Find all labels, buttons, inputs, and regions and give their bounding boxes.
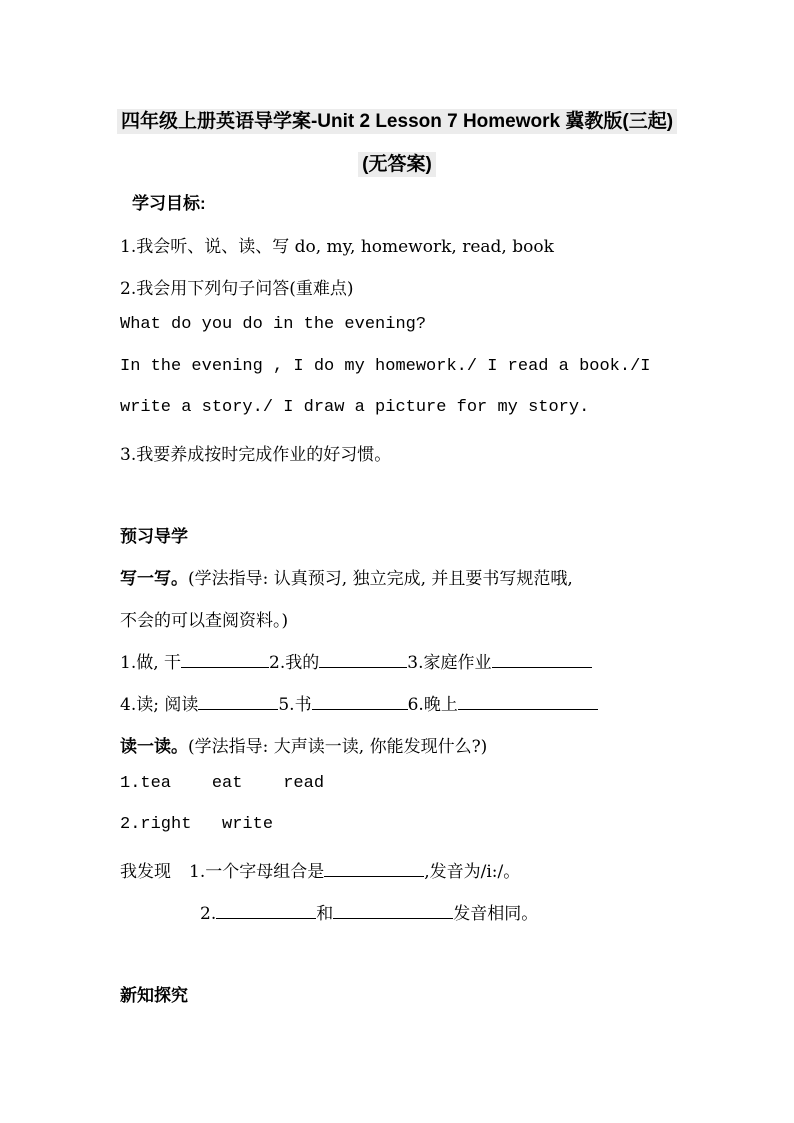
- find-blank-3[interactable]: [333, 902, 453, 919]
- word-item-6: 6.晚上: [407, 695, 458, 715]
- find-2-suffix: 发音相同。: [453, 904, 539, 924]
- objective-3: 3.我要养成按时完成作业的好习惯。: [120, 445, 392, 465]
- word-item-3: 3.家庭作业: [407, 653, 492, 673]
- write-row-1: [120, 648, 592, 673]
- objectives-heading: 学习目标:: [132, 194, 206, 213]
- answer-blank-6[interactable]: [458, 693, 598, 710]
- read-instruction: [120, 732, 487, 757]
- find-row-2: [200, 899, 538, 924]
- find-1-suffix: ,发音为/i:/。: [424, 862, 521, 882]
- answer-blank-1[interactable]: [181, 651, 269, 668]
- answer-blank-4[interactable]: [198, 693, 278, 710]
- objective-1: 1.我会听、说、读、写 do, my, homework, read, book: [120, 237, 554, 257]
- write-note-2: 不会的可以查阅资料。): [120, 611, 289, 631]
- word-item-2: 2.我的: [269, 653, 320, 673]
- find-row-1: [120, 857, 520, 882]
- word-item-5: 5.书: [278, 695, 312, 715]
- find-label: 我发现: [120, 862, 171, 882]
- answer-english-2: write a story./ I draw a picture for my story.: [120, 398, 590, 417]
- word-item-1: 1.做, 干: [120, 653, 182, 673]
- preview-heading: 预习导学: [120, 527, 188, 547]
- title-line-1: [0, 106, 794, 133]
- read-note: (学法指导: 大声读一读, 你能发现什么?): [188, 737, 488, 757]
- write-note-1: (学法指导: 认真预习, 独立完成, 并且要书写规范哦,: [188, 569, 573, 589]
- write-instruction-1: [120, 564, 573, 589]
- explore-heading: 新知探究: [120, 986, 188, 1006]
- answer-english-1: In the evening , I do my homework./ I read a book./I: [120, 357, 651, 376]
- find-2-prefix: 2.: [200, 904, 217, 924]
- read-words-2: 2.right write: [120, 815, 274, 834]
- find-2-middle: 和: [316, 904, 334, 924]
- objective-2: 2.我会用下列句子问答(重难点): [120, 279, 354, 299]
- read-heading: 读一读。: [120, 737, 188, 757]
- find-blank-2[interactable]: [216, 902, 316, 919]
- write-heading: 写一写。: [120, 569, 188, 589]
- title-text-1: 四年级上册英语导学案-Unit 2 Lesson 7 Homework 冀教版(三起): [117, 109, 677, 134]
- answer-blank-5[interactable]: [312, 693, 408, 710]
- find-1-prefix: 1.一个字母组合是: [189, 862, 325, 882]
- write-row-2: [120, 690, 598, 715]
- title-line-2: [0, 149, 794, 176]
- question-english: What do you do in the evening?: [120, 315, 427, 334]
- find-blank-1[interactable]: [324, 860, 424, 877]
- answer-blank-3[interactable]: [492, 651, 592, 668]
- word-item-4: 4.读; 阅读: [120, 695, 199, 715]
- title-text-2: (无答案): [358, 152, 436, 177]
- read-words-1: 1.tea eat read: [120, 774, 325, 793]
- answer-blank-2[interactable]: [319, 651, 407, 668]
